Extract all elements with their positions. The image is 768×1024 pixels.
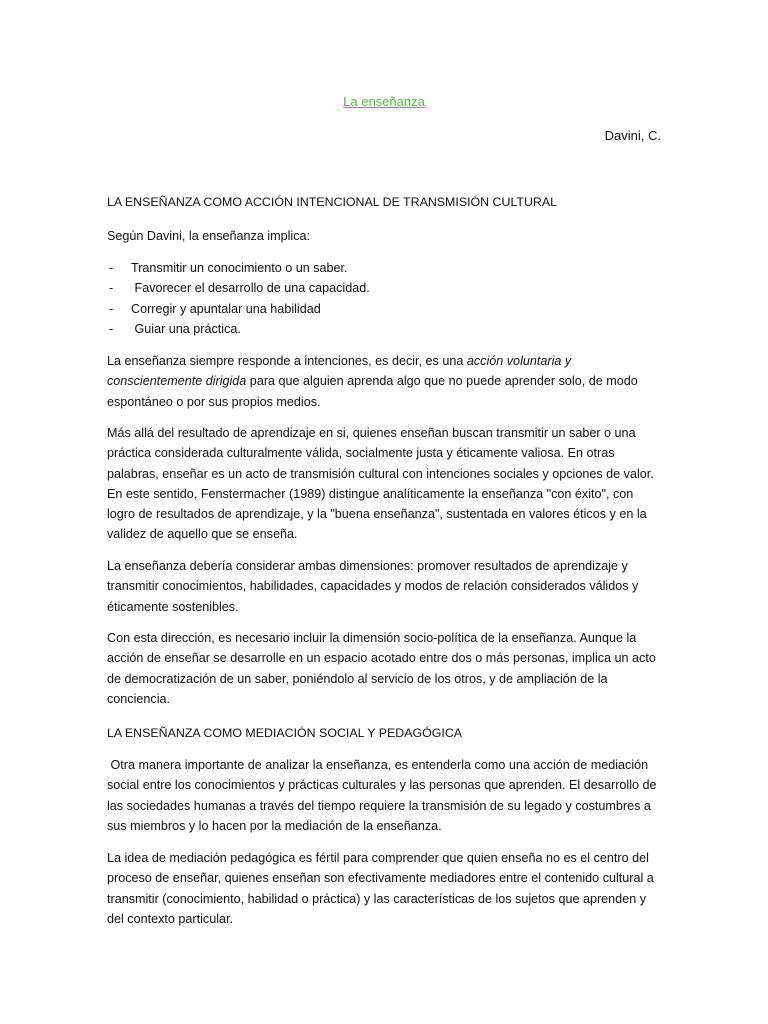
section-heading-1: LA ENSEÑANZA COMO ACCIÓN INTENCIONAL DE TRANSMISIÓN CULTURAL	[107, 195, 558, 209]
document-title: La enseñanza	[343, 94, 425, 109]
paragraph-2: Más allá del resultado de aprendizaje en si, quienes enseñan buscan transmitir un saber o una práctica considerada culturalmente válida, socialmente justa y éticamente valiosa. En otras palabras, enseñar es un acto de transmisión cultural con intenciones sociales y opciones de valor. En este sentido, Fenstermacher (1989) distingue analíticamente la enseñanza "con éxito", con logro de resultados de aprendizaje, y la "buena enseñanza", sustentada en valores éticos y en la validez de aquello que se enseña.	[107, 426, 654, 542]
list-item: - Corregir y apuntalar una habilidad	[109, 301, 321, 316]
section-heading-2: LA ENSEÑANZA COMO MEDIACIÓN SOCIAL Y PEDAGÓGICA	[107, 726, 463, 740]
list-item: - Transmitir un conocimiento o un saber.	[109, 261, 348, 275]
intro-text: Según Davini, la enseñanza implica:	[107, 229, 311, 243]
paragraph-4: Con esta dirección, es necesario incluir la dimensión socio-política de la enseñanza. Aunque la acción de enseñar se desarrolle en un espacio acotado entre dos o más personas, implica un acto de democratización de un saber, poniéndolo al servicio de los otros, y de ampliación de la conciencia.	[107, 631, 656, 706]
list-item: - Favorecer el desarrollo de una capacidad.	[109, 281, 370, 296]
paragraph-3: La enseñanza debería considerar ambas dimensiones: promover resultados de aprendizaje y transmitir conocimientos, habilidades, capacidades y modos de relación considerados válidos y éticamente sostenibles.	[107, 559, 639, 614]
list-item: - Guiar una práctica.	[109, 321, 241, 336]
paragraph-5: Otra manera importante de analizar la enseñanza, es entenderla como una acción de mediación social entre los conocimientos y prácticas culturales y las personas que aprenden. El desarrollo de las sociedades humanas a través del tiempo requiere la transmisión de su legado y costumbres a sus miembros y lo hacen por la mediación de la enseñanza.	[107, 758, 661, 833]
paragraph-6: La idea de mediación pedagógica es fértil para comprender que quien enseña no es el centro del proceso de enseñar, quienes enseñan son efectivamente mediadores entre el contenido cultural a transmitir (conocimiento, habilidad o práctica) y las características de los sujetos que aprenden y del contexto particular.	[107, 851, 654, 926]
document-author: Davini, C.	[604, 128, 661, 143]
emphasis-text: acción voluntaria y conscientemente dirigida	[107, 354, 572, 389]
paragraph-1: La enseñanza siempre responde a intenciones, es decir, es una acción voluntaria y conscientemente dirigida para que alguien aprenda algo que no puede aprender solo, de modo espontáneo o por sus propios medios.	[107, 354, 638, 409]
implications-list	[107, 258, 370, 339]
